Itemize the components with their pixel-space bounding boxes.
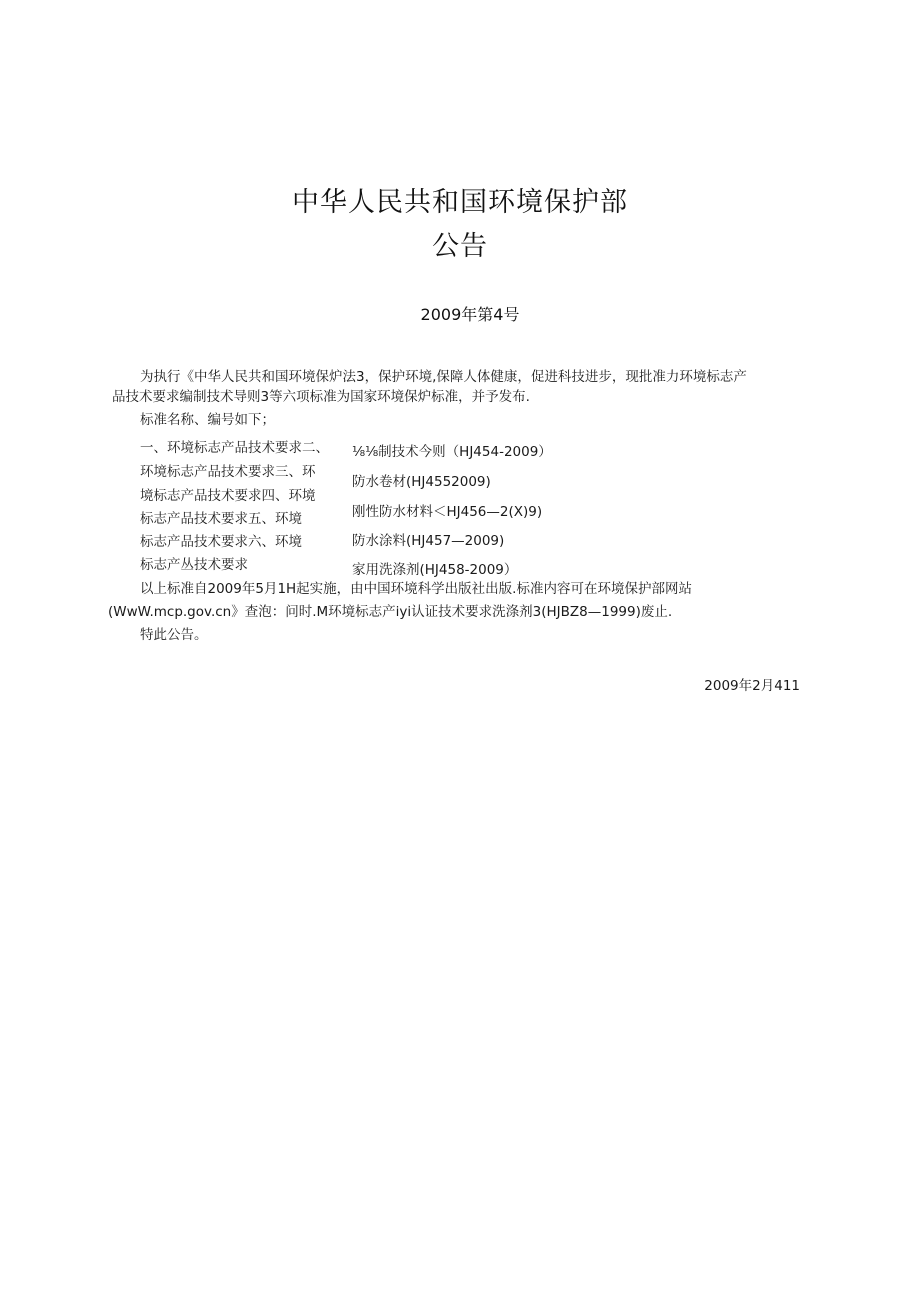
standard-code-line: 防水涂料(HJ457—2009) [352,533,505,549]
standard-name-line: 境标志产品技术要求四、环境 [140,488,316,504]
standard-code-line: 防水卷材(HJ4552009) [352,474,491,490]
standard-name-line: 标志产品技术要求五、环境 [140,511,302,527]
announcement-number: 2009年第4号 [420,305,520,324]
intro-line-1: 为执行《中华人民共和国环境保炉法3，保护环境,保障人体健康，促进科技进步，现批准力环境标志产 [140,369,747,385]
standard-code-line: 家用洗涤剂(HJ458-2009） [352,562,518,578]
implementation-line-2: (WwW.mcp.gov.cn》查泡：问时.M环境标志产ⅰyⅰ认证技术要求洗涤剂3(HJBZ8—1999)废止. [108,604,673,620]
document-type: 公告 [432,231,488,262]
standard-name-line: 环境标志产品技术要求三、环 [140,464,316,480]
standard-code-line: 刚性防水材料＜HJ456—2(X)9) [352,504,543,520]
issuing-organization: 中华人民共和国环境保护部 [292,187,628,218]
standard-name-line: 标志产丛技术要求 [140,557,248,573]
implementation-line-1: 以上标准自2009年5月1H起实施，由中国环境科学出版社出版.标准内容可在环境保护部网站 [140,581,692,597]
standards-list-heading: 标准名称、编号如下； [140,412,275,428]
standard-name-line: 一、环境标志产品技术要求二、 [140,440,329,456]
standard-code-line: ⅛⅛制技术今则（HJ454-2009） [352,444,552,460]
closing-statement: 特此公告。 [140,627,208,643]
issue-date: 2009年2月411 [704,678,800,694]
standard-name-line: 标志产品技术要求六、环境 [140,534,302,550]
intro-line-2: 品技术要求编制技术导则3等六项标准为国家环境保炉标准，并予发布. [112,389,530,405]
